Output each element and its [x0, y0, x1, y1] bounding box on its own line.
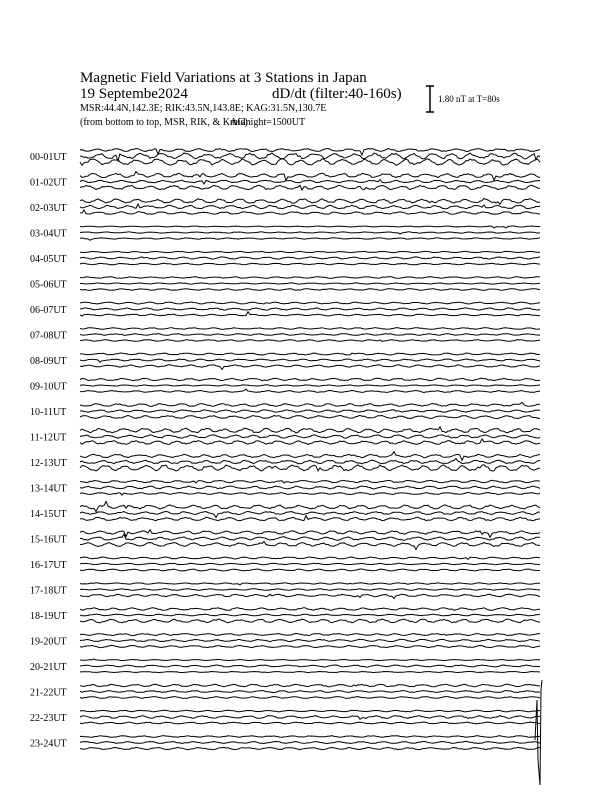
- chart-mode: dD/dt (filter:40-160s): [272, 86, 402, 102]
- trace-kag: [80, 328, 540, 330]
- trace-rik: [80, 410, 540, 413]
- trace-kag: [80, 583, 540, 585]
- trace-rik: [80, 486, 540, 489]
- trace-rik: [80, 639, 540, 641]
- trace-msr: [80, 210, 540, 214]
- trace-kag: [80, 530, 540, 538]
- trace-rik: [80, 334, 540, 336]
- trace-rik: [80, 283, 540, 284]
- trace-rik: [80, 534, 540, 540]
- trace-kag: [80, 608, 540, 611]
- trace-msr: [80, 389, 540, 393]
- trace-rik: [80, 716, 540, 720]
- trace-rik: [80, 691, 540, 693]
- trace-msr: [80, 238, 540, 241]
- hour-label: 16-17UT: [30, 560, 67, 571]
- trace-msr: [80, 340, 540, 342]
- trace-msr: [80, 159, 540, 166]
- chart-title: Magnetic Field Variations at 3 Stations in Japan: [80, 70, 367, 86]
- station-order-note: (from bottom to top, MSR, RIK, & KAG): [80, 117, 248, 128]
- hour-label: 19-20UT: [30, 636, 67, 648]
- trace-msr: [80, 619, 540, 623]
- trace-rik: [80, 257, 540, 259]
- trace-rik: [80, 512, 540, 518]
- hour-label: 23-24UT: [30, 738, 67, 750]
- trace-rik: [80, 204, 540, 209]
- trace-kag: [80, 684, 540, 687]
- hour-label: 10-11UT: [30, 407, 67, 418]
- hour-label: 06-07UT: [30, 305, 67, 316]
- trace-rik: [80, 308, 540, 310]
- trace-kag: [80, 302, 540, 304]
- trace-kag: [80, 251, 540, 252]
- trace-kag: [80, 427, 540, 433]
- trace-msr: [80, 439, 540, 444]
- hour-label: 02-03UT: [30, 203, 67, 214]
- trace-msr: [80, 312, 540, 316]
- hour-label: 15-16UT: [30, 534, 67, 546]
- trace-msr: [80, 185, 540, 190]
- trace-rik: [80, 232, 540, 234]
- hour-label: 14-15UT: [30, 509, 67, 520]
- hour-label: 08-09UT: [30, 356, 67, 367]
- trace-kag: [80, 198, 540, 204]
- trace-msr: [80, 289, 540, 291]
- trace-msr: [80, 569, 540, 571]
- trace-rik: [80, 589, 540, 591]
- hour-label: 05-06UT: [30, 279, 67, 291]
- scale-bar: [426, 86, 434, 112]
- trace-rik: [80, 359, 540, 362]
- trace-rik: [80, 614, 540, 616]
- trace-msr: [80, 594, 540, 598]
- trace-rik: [80, 665, 540, 667]
- trace-kag: [80, 402, 540, 406]
- hour-label: 20-21UT: [30, 662, 67, 673]
- trace-kag: [80, 634, 540, 636]
- end-spike-trace: [535, 680, 542, 785]
- trace-kag: [80, 736, 540, 738]
- hour-label: 09-10UT: [30, 381, 67, 393]
- trace-kag: [80, 710, 540, 712]
- scale-bar-label: 1.80 nT at T=80s: [438, 94, 500, 104]
- trace-msr: [80, 697, 540, 699]
- trace-rik: [80, 563, 540, 565]
- trace-kag: [80, 501, 540, 511]
- trace-msr: [80, 645, 540, 647]
- hour-label: 03-04UT: [30, 228, 67, 240]
- trace-kag: [80, 557, 540, 559]
- hour-label: 04-05UT: [30, 254, 67, 265]
- trace-msr: [80, 263, 540, 265]
- trace-kag: [80, 452, 540, 461]
- hour-label: 11-12UT: [30, 432, 67, 444]
- trace-rik: [80, 180, 540, 184]
- chart-date: 19 Septembe2024: [80, 86, 188, 102]
- trace-msr: [80, 542, 540, 550]
- trace-kag: [80, 172, 540, 181]
- hour-label: 12-13UT: [30, 458, 67, 469]
- trace-kag: [80, 378, 540, 381]
- hour-label: 17-18UT: [30, 585, 67, 597]
- station-coordinates: MSR:44.4N,142.3E; RIK:43.5N,143.8E; KAG:31.5N,130.7E: [80, 103, 327, 114]
- trace-msr: [80, 465, 540, 471]
- trace-kag: [80, 353, 540, 355]
- trace-msr: [80, 516, 540, 521]
- hour-label: 07-08UT: [30, 330, 67, 342]
- midnight-note: midnight=1500UT: [230, 117, 306, 128]
- trace-rik: [80, 435, 540, 438]
- trace-msr: [80, 365, 540, 370]
- hour-label: 00-01UT: [30, 152, 67, 163]
- hour-label: 13-14UT: [30, 483, 67, 495]
- trace-kag: [80, 480, 540, 483]
- trace-msr: [80, 415, 540, 418]
- trace-msr: [80, 672, 540, 673]
- hour-label: 22-23UT: [30, 713, 67, 724]
- trace-msr: [80, 747, 540, 749]
- hour-label: 21-22UT: [30, 687, 67, 699]
- trace-rik: [80, 459, 540, 464]
- trace-kag: [80, 226, 540, 228]
- trace-msr: [80, 493, 540, 496]
- trace-kag: [80, 659, 540, 661]
- hour-label: 18-19UT: [30, 611, 67, 622]
- trace-rik: [80, 385, 540, 386]
- hour-label: 01-02UT: [30, 177, 67, 189]
- trace-kag: [80, 277, 540, 279]
- trace-rik: [80, 742, 540, 744]
- trace-msr: [80, 722, 540, 724]
